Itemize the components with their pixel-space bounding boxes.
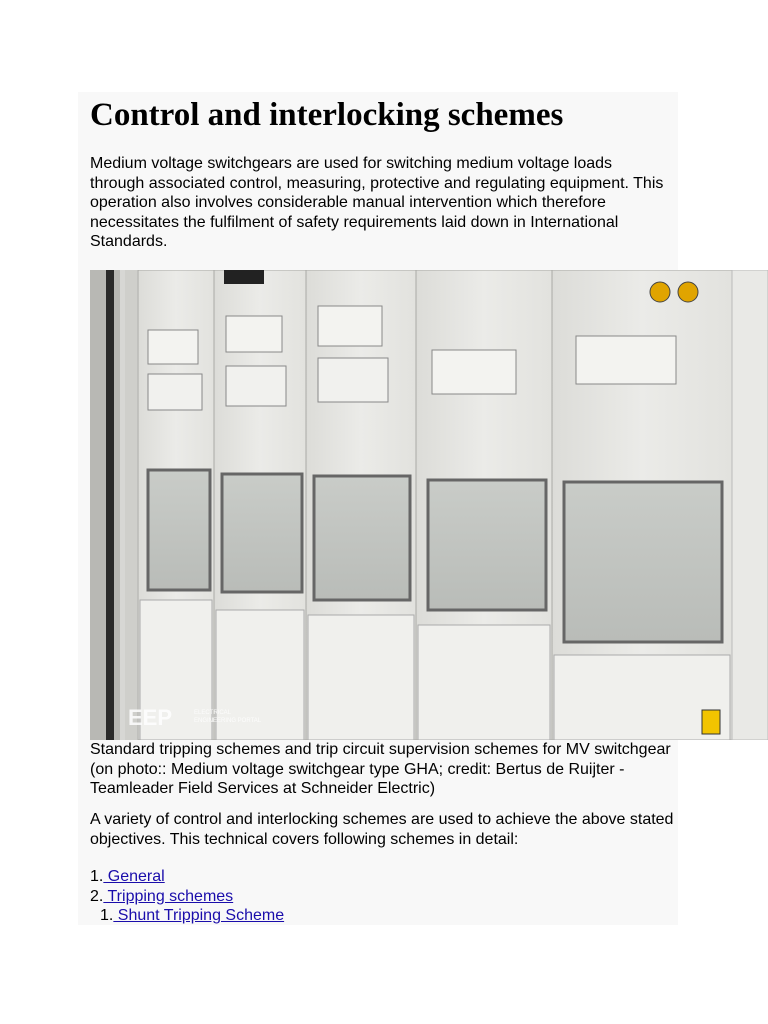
cabinet-1 xyxy=(138,270,214,740)
toc-subitem xyxy=(90,906,284,926)
toc-link-shunt-tripping-scheme[interactable]: Shunt Tripping Scheme xyxy=(113,907,285,924)
page-title: Control and interlocking schemes xyxy=(90,97,564,133)
intro-paragraph: Medium voltage switchgears are used for switching medium voltage loads through associated control, measuring, protective and regulating equipment. This operation also involves considerable manual intervention which therefore necessitates the fulfilment of safety requirements laid down in International Standards. xyxy=(90,155,664,250)
toc-number: 1. xyxy=(90,868,104,885)
svg-text:EEP: EEP xyxy=(128,705,173,730)
toc-number: 1. xyxy=(100,907,114,924)
svg-text:ELECTRICAL: ELECTRICAL xyxy=(194,710,232,716)
switchgear-photo xyxy=(90,270,768,740)
photo-caption: Standard tripping schemes and trip circuit supervision schemes for MV switchgear (on photo:: Medium voltage switchgear type GHA; credit: Bertus de Ruijter - Teamleader Field Services at Schneider Electric) xyxy=(90,741,671,797)
toc-item xyxy=(90,867,284,887)
toc-link-general[interactable]: General xyxy=(103,868,165,885)
toc-number: 2. xyxy=(90,887,104,905)
cabinet-4 xyxy=(416,270,552,740)
cabinet-3 xyxy=(306,270,416,740)
cabinet-2 xyxy=(214,270,306,740)
table-of-contents xyxy=(90,867,284,926)
body-paragraph: A variety of control and interlocking schemes are used to achieve the above stated objectives. This technical covers following schemes in detail: xyxy=(90,811,674,848)
cabinet-5 xyxy=(552,270,732,740)
toc-link-tripping-schemes[interactable]: Tripping schemes xyxy=(103,887,234,905)
svg-text:ENGINEERING PORTAL: ENGINEERING PORTAL xyxy=(194,718,262,724)
toc-item xyxy=(90,887,284,907)
